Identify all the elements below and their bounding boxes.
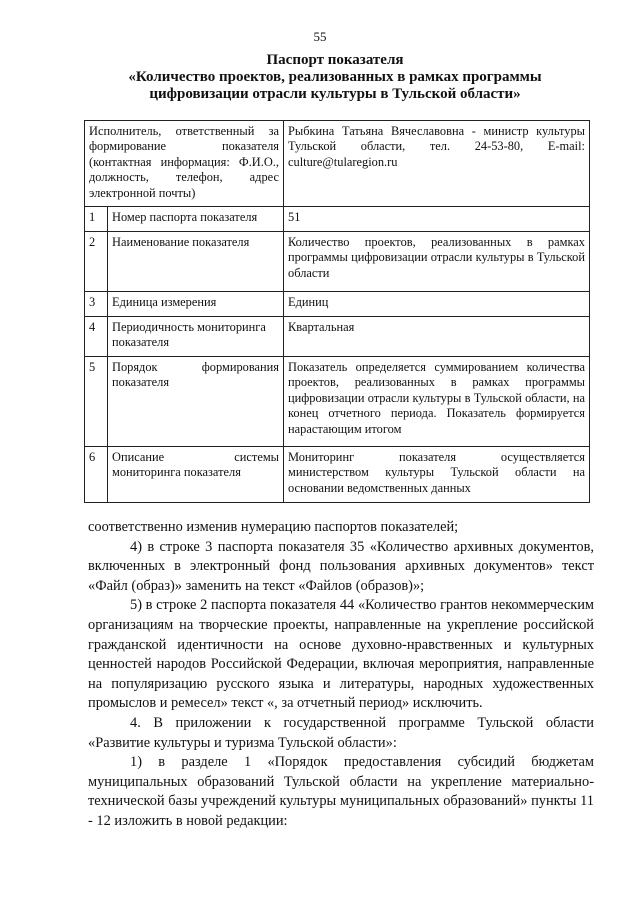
title-line-2: «Количество проектов, реализованных в рамках программы [128,69,542,85]
document-title [60,52,610,103]
table-row [85,447,590,503]
title-line-1: Паспорт показателя [266,52,404,68]
row-label: Наименование показателя [108,232,284,292]
row-number: 3 [85,292,108,317]
row-label: Порядок формирования показателя [108,357,284,447]
row-value: Показатель определяется суммированием количества проектов, реализованных в рамках программы цифровизации отрасли культуры в Тульской области, на конец отчетного периода. Показатель формируется нарастающим итогом [284,357,590,447]
table-row [85,317,590,357]
table-row [85,292,590,317]
row-value: 51 [284,207,590,232]
row-label: Номер паспорта показателя [108,207,284,232]
row-label: Описание системы мониторинга показателя [108,447,284,503]
row-value: Количество проектов, реализованных в рамках программы цифровизации отрасли культуры в Тульской области [284,232,590,292]
row-number: 1 [85,207,108,232]
table-row [85,232,590,292]
responsible-value: Рыбкина Татьяна Вячеславовна - министр культуры Тульской области, тел. 24-53-80, E-mail: culture@tularegion.ru [284,121,590,207]
paragraph-3: 5) в строке 2 паспорта показателя 44 «Количество грантов некоммерческим организациям на творческие проекты, направленные на укрепление российской гражданской идентичности на основе духовно-нравственных и культурных ценностей народов Российской Федерации, включая мероприятия, направленные на популяризацию русского языка и литературы, народных художественных промыслов и ремесел» текст «, за отчетный период» исключить. [88,597,594,712]
row-value: Квартальная [284,317,590,357]
table-row [85,357,590,447]
page-number: 55 [313,29,327,44]
paragraph-5: 1) в разделе 1 «Порядок предоставления субсидий бюджетам муниципальных образований Тульской области на укрепление материально-технической базы учреждений культуры муниципальных образований» пункты 11 - 12 изложить в новой редакции: [88,754,594,829]
table-row-responsible [85,121,590,207]
paragraph-4: 4. В приложении к государственной программе Тульской области «Развитие культуры и туризма Тульской области»: [88,714,594,751]
row-label: Периодичность мониторинга показателя [108,317,284,357]
table-row [85,207,590,232]
paragraph-1: соответственно изменив нумерацию паспортов показателей; [88,519,459,535]
passport-table [84,120,590,503]
title-line-3: цифровизации отрасли культуры в Тульской области» [149,86,521,102]
paragraph-2: 4) в строке 3 паспорта показателя 35 «Количество архивных документов, включенных в электронный фонд пользования архивных документов» текст «Файл (образ)» заменить на текст «Файлов (образов)»; [88,538,594,594]
row-number: 4 [85,317,108,357]
row-number: 2 [85,232,108,292]
row-value: Мониторинг показателя осуществляется министерством культуры Тульской области на основании ведомственных данных [284,447,590,503]
responsible-label: Исполнитель, ответственный за формирование показателя (контактная информация: Ф.И.О., должность, телефон, адрес электронной почты) [85,121,284,207]
body-text [88,518,594,832]
row-number: 6 [85,447,108,503]
row-label: Единица измерения [108,292,284,317]
row-number: 5 [85,357,108,447]
row-value: Единиц [284,292,590,317]
